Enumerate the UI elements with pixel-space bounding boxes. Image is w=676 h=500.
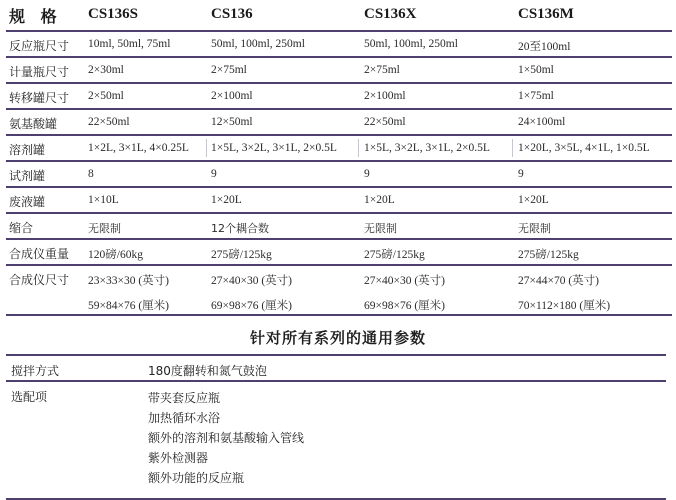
option-item: 加热循环水浴: [148, 411, 221, 425]
column-divider: [512, 139, 513, 157]
cell: 2×30ml: [88, 64, 124, 76]
cell: 50ml, 100ml, 250ml: [364, 38, 458, 50]
cell: 2×100ml: [364, 90, 406, 102]
option-item: 带夹套反应瓶: [148, 391, 221, 405]
row-solvent-vessel: [6, 134, 672, 160]
cell: 22×50ml: [88, 116, 130, 128]
cell: 275磅/125kg: [518, 249, 579, 261]
row-label: 缩合: [9, 221, 34, 235]
cell: 27×40×30 (英寸): [211, 275, 293, 287]
row-reagent-vessel: [6, 160, 672, 186]
option-item: 额外的溶剂和氨基酸输入管线: [148, 431, 305, 445]
cell: 50ml, 100ml, 250ml: [211, 38, 305, 50]
row-label: 计量瓶尺寸: [9, 65, 70, 79]
row-coupling: [6, 212, 672, 238]
row-metering-vessel: [6, 56, 672, 82]
cell: 69×98×76 (厘米): [211, 300, 293, 312]
cell: 27×40×30 (英寸): [364, 275, 446, 287]
row-transfer-vessel: [6, 82, 672, 108]
cell: 2×100ml: [211, 90, 253, 102]
option-item: 额外功能的反应瓶: [148, 471, 245, 485]
row-label: 合成仪重量: [9, 247, 70, 261]
cell: 24×100ml: [518, 116, 566, 128]
row-label: 溶剂罐: [9, 143, 46, 157]
row-label: 合成仪尺寸: [9, 273, 70, 287]
row-label: 试剂罐: [9, 169, 46, 183]
cell: 69×98×76 (厘米): [364, 300, 446, 312]
row-label: 转移罐尺寸: [9, 91, 70, 105]
cell: 8: [88, 168, 94, 180]
column-divider: [206, 139, 207, 157]
row-label: 反应瓶尺寸: [9, 39, 70, 53]
cell: 1×20L: [211, 194, 242, 206]
row-dimensions: [6, 264, 672, 314]
cell: 23×33×30 (英寸): [88, 275, 170, 287]
row-stirring: [6, 354, 666, 380]
cell: 12×50ml: [211, 116, 253, 128]
row-label: 废液罐: [9, 195, 46, 209]
row-options: [6, 380, 666, 498]
cell: 1×5L, 3×2L, 3×1L, 2×0.5L: [364, 142, 490, 154]
header-cs136s: CS136S: [88, 6, 139, 22]
cell: 70×112×180 (厘米): [518, 300, 611, 312]
cell: 1×5L, 3×2L, 3×1L, 2×0.5L: [211, 142, 337, 154]
cell: 22×50ml: [364, 116, 406, 128]
cell: 59×84×76 (厘米): [88, 300, 170, 312]
cell: 1×75ml: [518, 90, 554, 102]
cell: 1×20L: [364, 194, 395, 206]
cell: 无限制: [364, 222, 397, 235]
header-cs136m: CS136M: [518, 6, 574, 22]
cell: 9: [364, 168, 370, 180]
cell: 20至100ml: [518, 41, 571, 53]
column-divider: [358, 139, 359, 157]
cell: 1×20L, 3×5L, 4×1L, 1×0.5L: [518, 142, 650, 154]
cell: 275磅/125kg: [364, 249, 425, 261]
option-item: 紫外检测器: [148, 451, 209, 465]
cell: 1×2L, 3×1L, 4×0.25L: [88, 142, 189, 154]
cell: 1×50ml: [518, 64, 554, 76]
cell: 2×75ml: [211, 64, 247, 76]
row-label: 选配项: [11, 390, 48, 404]
cell: 9: [211, 168, 217, 180]
cell: 12个耦合数: [211, 222, 269, 235]
cell: 2×50ml: [88, 90, 124, 102]
stir-value: 180度翻转和氮气鼓泡: [148, 364, 267, 378]
cell: 27×44×70 (英寸): [518, 275, 600, 287]
cell: 9: [518, 168, 524, 180]
cell: 2×75ml: [364, 64, 400, 76]
row-label: 氨基酸罐: [9, 117, 58, 131]
cell: 120磅/60kg: [88, 249, 143, 261]
header-spec-label: 规 格: [9, 7, 62, 26]
cell: 1×20L: [518, 194, 549, 206]
cell: 1×10L: [88, 194, 119, 206]
row-reaction-vessel: [6, 30, 672, 56]
row-waste-vessel: [6, 186, 672, 212]
cell: 无限制: [518, 222, 551, 235]
row-amino-acid-vessel: [6, 108, 672, 134]
header-cs136x: CS136X: [364, 6, 417, 22]
spec-table: [6, 0, 672, 316]
common-params-title: 针对所有系列的通用参数: [249, 329, 426, 347]
row-label: 搅拌方式: [11, 364, 60, 378]
cell: 10ml, 50ml, 75ml: [88, 38, 171, 50]
spec-header: [6, 0, 672, 30]
common-params-table: [6, 354, 666, 500]
row-weight: [6, 238, 672, 264]
table-bottom-rule: [6, 314, 672, 316]
cell: 无限制: [88, 222, 121, 235]
cell: 275磅/125kg: [211, 249, 272, 261]
header-cs136: CS136: [211, 6, 253, 22]
